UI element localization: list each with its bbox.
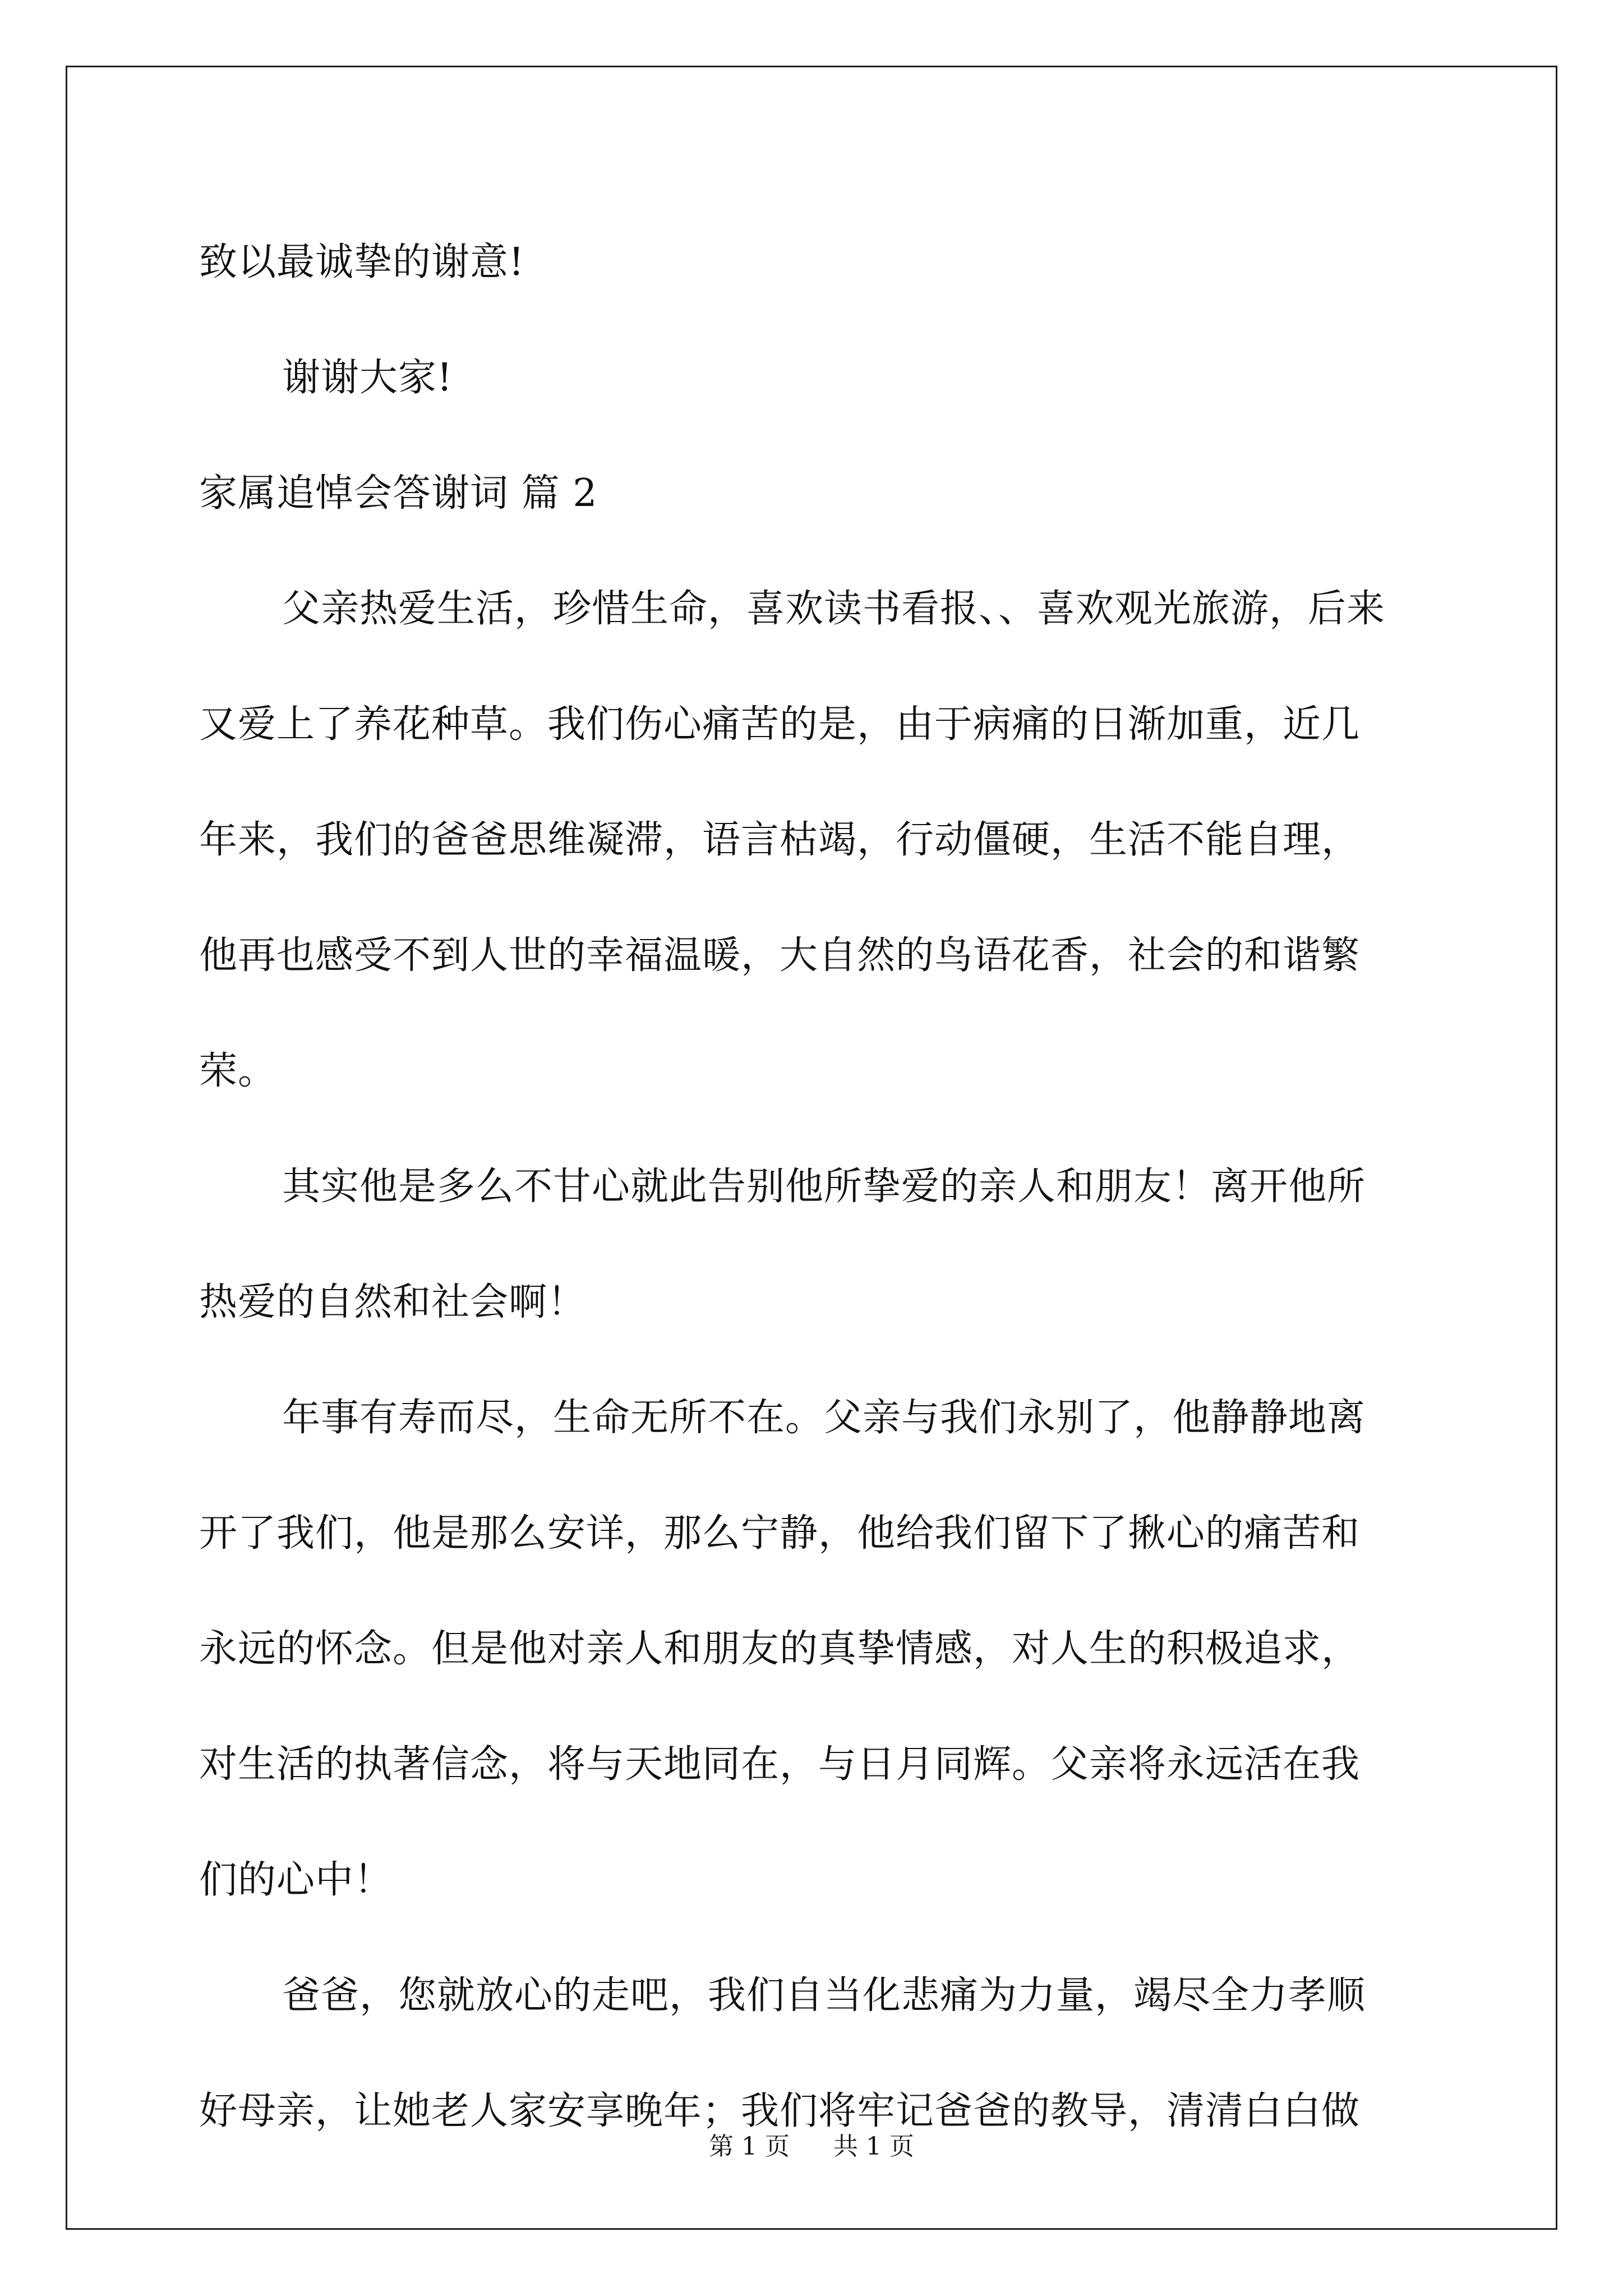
- text-line: 父亲热爱生活，珍惜生命，喜欢读书看报、、喜欢观光旅游，后来: [282, 587, 1386, 631]
- text-line: 他再也感受不到人世的幸福温暖，大自然的鸟语花香，社会的和谐繁: [199, 933, 1361, 978]
- text-line: 年来，我们的爸爸思维凝滞，语言枯竭，行动僵硬，生活不能自理，: [199, 818, 1361, 862]
- text-line: 开了我们，他是那么安详，那么宁静，他给我们留下了揪心的痛苦和: [199, 1511, 1361, 1556]
- page-total: 共 1 页: [833, 2132, 914, 2161]
- text-line: 其实他是多么不甘心就此告别他所挚爱的亲人和朋友！离开他所: [282, 1165, 1366, 1209]
- text-line: 又爱上了养花种草。我们伤心痛苦的是，由于病痛的日渐加重，近几: [199, 702, 1361, 747]
- section-heading: 家属追悼会答谢词 篇 2: [199, 471, 598, 516]
- page-number: 第 1 页: [709, 2132, 790, 2161]
- page-footer: [0, 2126, 1623, 2162]
- text-line: 年事有寿而尽，生命无所不在。父亲与我们永别了，他静静地离: [282, 1396, 1366, 1440]
- document-body: [199, 205, 1424, 2169]
- text-line: 们的心中！: [199, 1858, 393, 1902]
- text-line: 爸爸，您就放心的走吧，我们自当化悲痛为力量，竭尽全力孝顺: [282, 1973, 1366, 2018]
- text-line: 致以最诚挚的谢意!: [199, 240, 525, 284]
- text-line: 永远的怀念。但是他对亲人和朋友的真挚情感，对人生的积极追求，: [199, 1627, 1361, 1671]
- text-line: 热爱的自然和社会啊！: [199, 1280, 587, 1324]
- text-line: 对生活的执著信念，将与天地同在，与日月同辉。父亲将永远活在我: [199, 1742, 1361, 1787]
- text-line: 荣。: [199, 1049, 277, 1093]
- text-line: 好母亲，让她老人家安享晚年；我们将牢记爸爸的教导，清清白白做: [199, 2089, 1361, 2133]
- text-line: 谢谢大家!: [282, 356, 453, 400]
